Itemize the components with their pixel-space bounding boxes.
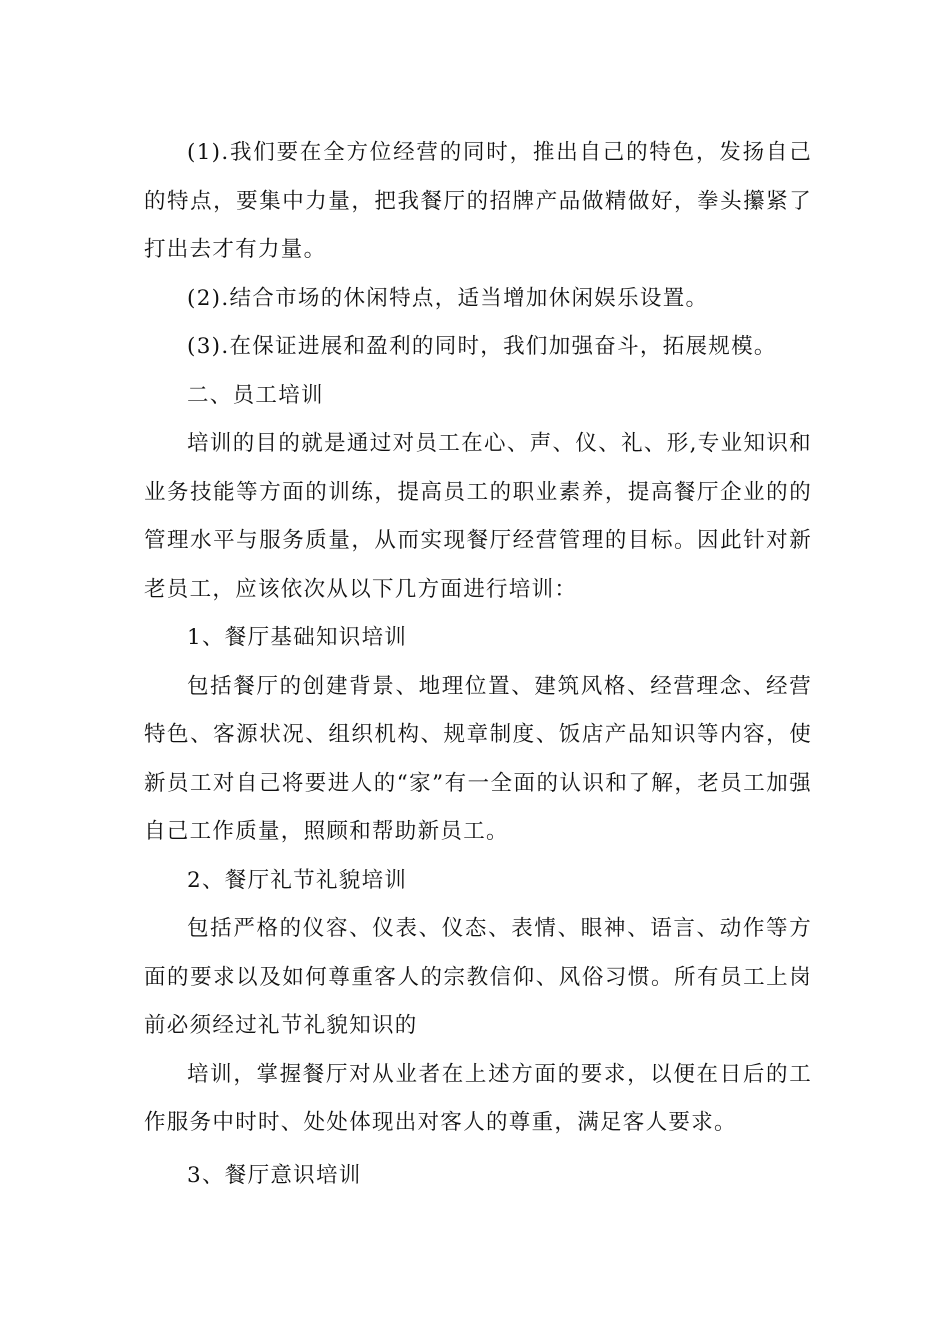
subheading-basic-knowledge: 1、餐厅基础知识培训 <box>187 625 408 650</box>
paragraph-strategy-3: (3).在保证进展和盈利的同时，我们加强奋斗，拓展规模。 <box>187 334 777 359</box>
subheading-awareness: 3、餐厅意识培训 <box>187 1162 362 1188</box>
paragraph-etiquette-continued: 培训，掌握餐厅对从业者在上述方面的要求，以便在日后的工作服务中时时、处处体现出对客人的尊重，满足客人要求。 <box>144 1061 812 1135</box>
paragraph-basic-knowledge: 包括餐厅的创建背景、地理位置、建筑风格、经营理念、经营特色、客源状况、组织机构、规章制度、饭店产品知识等内容，使新员工对自己将要进人的“家”有一全面的认识和了解，老员工加强自己工作质量，照顾和帮助新员工。 <box>144 673 812 844</box>
document-body <box>144 129 812 1200</box>
section-heading-staff-training: 二、员工培训 <box>187 382 324 408</box>
paragraph-etiquette: 包括严格的仪容、仪表、仪态、表情、眼神、语言、动作等方面的要求以及如何尊重客人的宗教信仰、风俗习惯。所有员工上岗前必须经过礼节礼貌知识的 <box>144 916 812 1038</box>
paragraph-strategy-1: (1).我们要在全方位经营的同时，推出自己的特色，发扬自己的特点，要集中力量，把我餐厅的招牌产品做精做好，拳头攥紧了打出去才有力量。 <box>144 140 812 262</box>
paragraph-strategy-2: (2).结合市场的休闲特点，适当增加休闲娱乐设置。 <box>187 285 709 311</box>
paragraph-training-purpose: 培训的目的就是通过对员工在心、声、仪、礼、形,专业知识和业务技能等方面的训练，提高员工的职业素养，提高餐厅企业的的管理水平与服务质量，从而实现餐厅经营管理的目标。因此针对新老员工，应该依次从以下几方面进行培训： <box>144 431 812 602</box>
subheading-etiquette: 2、餐厅礼节礼貌培训 <box>187 867 408 893</box>
